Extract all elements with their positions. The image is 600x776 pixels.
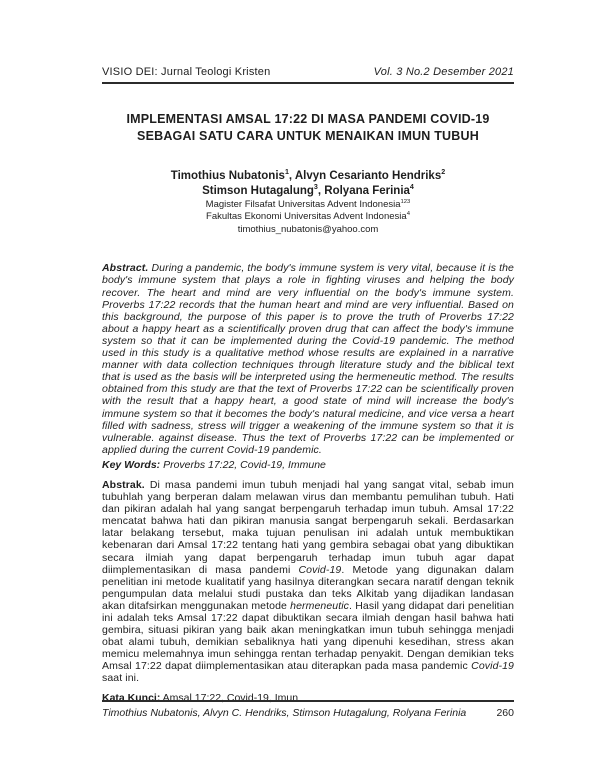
journal-issue: Vol. 3 No.2 Desember 2021 bbox=[373, 66, 514, 78]
keywords-indonesian: Kata Kunci: Amsal 17:22, Covid-19, Imun bbox=[102, 691, 299, 704]
page-footer bbox=[102, 700, 514, 719]
footer-running-authors: Timothius Nubatonis, Alvyn C. Hendriks, Stimson Hutagalung, Rolyana Ferinia bbox=[102, 707, 467, 719]
article-title-line2: SEBAGAI SATU CARA UNTUK MENAIKAN IMUN TUBUH bbox=[137, 129, 479, 143]
journal-name: VISIO DEI: Jurnal Teologi Kristen bbox=[102, 66, 271, 78]
affiliations-block bbox=[102, 199, 514, 236]
article-title bbox=[102, 111, 514, 145]
page-content bbox=[102, 0, 514, 704]
authors-line-1: Timothius Nubatonis$^1$, Alvyn Cesarianto Hendriks$^2$ bbox=[170, 168, 446, 182]
footer-page-number: 260 bbox=[496, 707, 514, 719]
keywords-english: Key Words: Proverbs 17:22, Covid-19, Immune bbox=[102, 458, 326, 471]
abstract-english: Abstract. During a pandemic, the body's immune system is very vital, because it is the body's immune system that plays a role in fighting viruses and helping the body recover. The heart and mind are very influential on the body's immune system. Proverbs 17:22 records that the human heart and mind are very influential. Based on this background, the purpose of this paper is to prove the truth of Proverbs 17:22 about a happy heart as a scientifically proven drug that can affect the body's immune system so that it can be implemented during the Covid-19 pandemic. The method used in this study is a qualitative method whose results are explained in a narrative manner with data collection techniques through literature study and the biblical text that is used as the basis will be interpreted using the hermeneutic method. The results obtained from this study are that the text of Proverbs 17:22 can be scientifically proven with the result that a happy heart, a good state of mind will increase the body's immune system so that it becomes the body's natural medicine, and vice versa a heart filled with sadness, stress will trigger a weakening of the immune system so that it is vulnerable. against disease. Thus the text of Proverbs 17:22 can be implemented or applied during the current Covid-19 pandemic. bbox=[102, 262, 514, 456]
abstract-indonesian: Abstrak. Di masa pandemi imun tubuh menjadi hal yang sangat vital, sebab imun tubuhlah yang berperan dalam melawan virus dan membantu pemulihan tubuh. Hati dan pikiran adalah hal yang sangat berpengaruh terhadap imun tubuh. Amsal 17:22 mencatat bahwa hati dan pikiran manusia sangat berpengaruh sekali. Berdasarkan latar belakang tersebut, maka tujuan penulisan ini adalah untuk membuktikan kebenaran dari Amsal 17:22 tentang hati yang gembira sebagai obat yang dibuktikan secara ilmiah yang dapat berpengaruh terhadap imun tubuh agar dapat diimplementasikan di masa pandemi Covid-19. Metode yang digunakan dalam penelitian ini metode kualitatif yang hasilnya diterangkan secara naratif dengan teknik pengumpulan data melalui studi pustaka dan teks Alkitab yang dijadikan landasan akan ditafsirkan menggunakan metode hermeneutic. Hasil yang didapat dari penelitian ini adalah teks Amsal 17:22 dapat dibuktikan secara ilmiah dengan hasil bahwa hati gembira, situasi pikiran yang baik akan meningkatkan imun tubuh sehingga menjadi obat alami tubuh, demikian sebaliknya hati yang dipenuhi kesedihan, stress akan memicu melemahnya imun sehingga rentan terhadap penyakit. Dengan demikian teks Amsal 17:22 dapat diimplementasikan atau diterapkan pada masa pandemic Covid-19 saat ini. bbox=[102, 478, 515, 685]
authors-block bbox=[102, 169, 514, 198]
authors-line-2: Stimson Hutagalung$^3$, Rolyana Ferinia$^4$ bbox=[202, 182, 414, 197]
affiliation-1: Magister Filsafat Universitas Advent Indonesia$^{123}$ bbox=[205, 198, 411, 210]
author-email: timothius_nubatonis@yahoo.com bbox=[237, 224, 379, 236]
journal-header bbox=[102, 66, 514, 84]
article-title-line1: IMPLEMENTASI AMSAL 17:22 DI MASA PANDEMI COVID-19 bbox=[126, 112, 490, 126]
affiliation-2: Fakultas Ekonomi Universitas Advent Indonesia$^4$ bbox=[206, 211, 410, 223]
